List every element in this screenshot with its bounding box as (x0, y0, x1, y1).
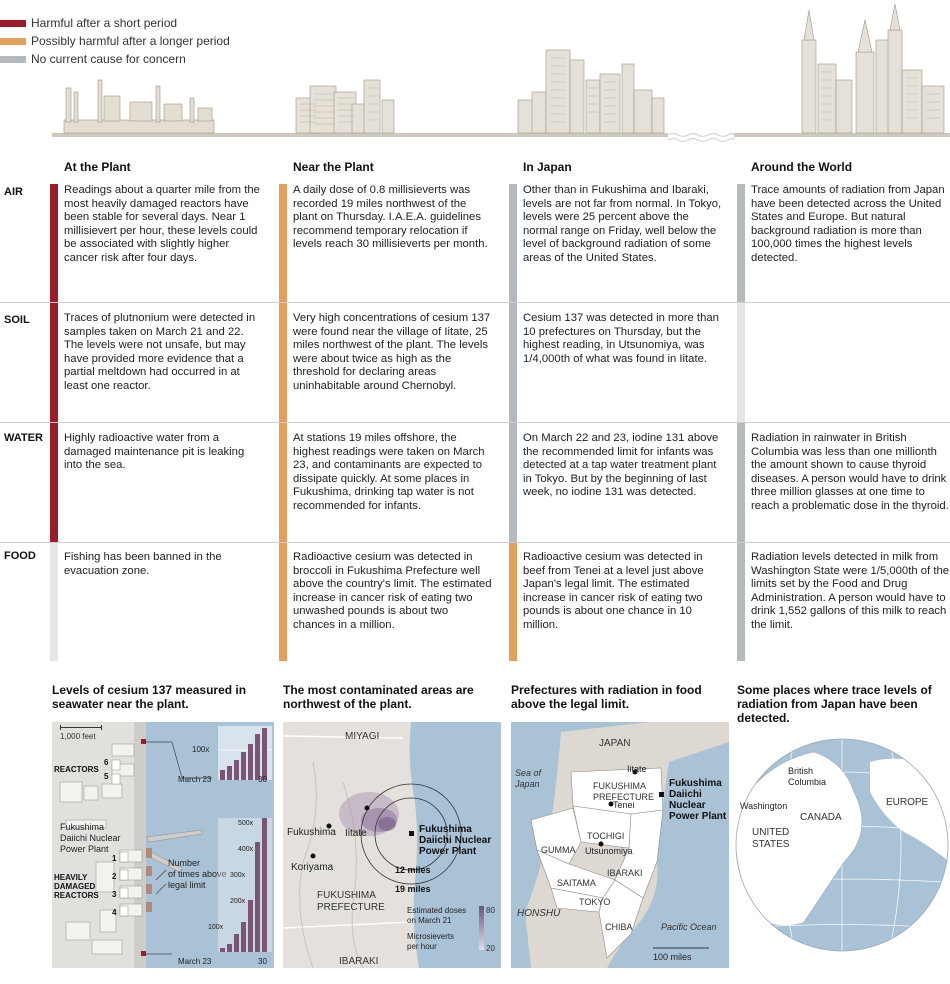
heavy-label: HEAVILY (54, 873, 88, 882)
ibaraki-label: IBARAKI (607, 868, 643, 878)
date-label: March 23 (178, 957, 212, 966)
cell-food-japan: Radioactive cesium was detected in beef from Tenei at a level just above Japan's legal limit. The estimated increase in cancer risk of eating two pounds is about one chance in 10 million. (523, 551, 704, 631)
europe-label: EUROPE (886, 797, 929, 808)
bc-label: British (788, 766, 814, 776)
row-divider (0, 422, 950, 423)
cell-air-world: Trace amounts of radiation from Japan have been detected across the United States and Europe. But natural background radiation is more than 100,000 times the highest levels detected. (751, 184, 945, 264)
date-label: 30 (258, 957, 267, 966)
us-label: STATES (752, 839, 790, 850)
tick-label: 500x (238, 820, 254, 827)
level-bar (737, 184, 745, 302)
iitate-label: Iitate (627, 764, 647, 774)
canada-label: CANADA (800, 812, 842, 823)
sea-label: Sea of (515, 768, 542, 778)
cell-air-plant: Readings about a quarter mile from the most heavily damaged reactors have been stable for several days. Near 1 millisievert per hour, these levels could be associated with slightly higher cancer risk after four days. (64, 184, 260, 264)
row-label-water: WATER (4, 432, 43, 444)
level-bar (509, 303, 517, 422)
contamination-map (283, 722, 501, 968)
level-bar (279, 184, 287, 302)
cell-air-japan: Other than in Fukushima and Ibaraki, levels are not far from normal. In Tokyo, levels were 25 percent above the normal range on Friday, well below the level of background radiation of some areas of the United States. (523, 184, 722, 264)
level-bar (279, 543, 287, 661)
plant-label: Power Plant (419, 846, 477, 857)
plant-label: Power Plant (60, 844, 109, 854)
honshu-label: HONSHU (517, 908, 561, 919)
sea-label: Japan (515, 779, 540, 789)
unit-label: Microsieverts (407, 932, 455, 941)
plant-label: Daiichi (669, 789, 702, 800)
row-divider (0, 542, 950, 543)
unit-label: per hour (407, 942, 437, 951)
number-label: of times above (168, 869, 227, 879)
dose-scale (479, 906, 484, 950)
world-globe (734, 722, 950, 968)
bar (234, 760, 239, 780)
bar (248, 900, 253, 952)
plant-label: Nuclear (669, 800, 706, 811)
number-label: legal limit (168, 880, 206, 890)
cell-soil-japan: Cesium 137 was detected in more than 10 prefectures on Thursday, but the highest reading, in Utsunomiya, was 1/4,000th of what was found in Iitate. (523, 312, 719, 365)
row-divider (0, 302, 950, 303)
cell-water-plant: Highly radioactive water from a damaged maintenance pit is leaking into the sea. (64, 432, 245, 472)
bar (227, 944, 232, 952)
cell-soil-near: Very high concentrations of cesium 137 were found near the village of Iitate, 25 miles northwest of the plant. The levels were about twice as high as the threshold for declaring areas uninhabitable around Chernobyl. (293, 312, 491, 392)
plant-map (52, 722, 274, 968)
tick-label: 100x (208, 924, 224, 931)
dose-label: Estimated doses (407, 906, 467, 915)
bar (227, 766, 232, 780)
utsunomiya-label: Utsunomiya (585, 846, 633, 856)
legend-label: Harmful after a short period (31, 16, 178, 30)
cell-water-near: At stations 19 miles offshore, the highest readings were taken on March 23, and contaminants are expected to dissipate quickly. At some places in Fukushima, drinking tap water is not recommended for infants. (293, 432, 485, 512)
miyagi-label: MIYAGI (345, 731, 380, 742)
tochigi-label: TOCHIGI (587, 831, 625, 841)
legend-swatch (0, 56, 26, 63)
bar (262, 728, 267, 780)
scale-min: 20 (486, 944, 495, 953)
level-bar (279, 423, 287, 542)
bar (241, 922, 246, 952)
ibaraki-label: IBARAKI (339, 956, 379, 967)
bar (255, 842, 260, 952)
unit-label: 2 (112, 872, 117, 881)
plant-label: Fukushima (419, 824, 472, 835)
plant-label: Daiichi Nuclear (419, 835, 492, 846)
date-label: 30 (258, 775, 267, 784)
scale-label: 1,000 feet (60, 732, 96, 741)
chiba-label: CHIBA (605, 922, 633, 932)
level-bar (509, 543, 517, 661)
bc-label: Columbia (788, 777, 827, 787)
level-bar (509, 184, 517, 302)
level-bar (737, 543, 745, 661)
prefecture-label: FUKUSHIMA (317, 890, 376, 901)
level-bar (50, 303, 58, 422)
koriyama-label: Koriyama (291, 862, 334, 873)
bar (255, 734, 260, 780)
plant-label: Fukushima (60, 822, 105, 832)
bar (220, 770, 225, 780)
plant-label: Fukushima (669, 778, 722, 789)
row-label-soil: SOIL (4, 314, 30, 326)
column-header-around-world: Around the World (751, 160, 853, 174)
tenei-label: Tenei (613, 800, 635, 810)
cell-food-near: Radioactive cesium was detected in broccoli in Fukushima Prefecture well above the country's limit. The estimated increase in cancer risk of eating two unwashed pounds is about two chances in a million. (293, 551, 492, 631)
unit-label: 3 (112, 890, 117, 899)
radius-label: 12 miles (395, 865, 431, 875)
panel-title-prefectures: Prefectures with radiation in food above the legal limit. (511, 683, 702, 711)
dose-label: on March 21 (407, 916, 452, 925)
level-bar (50, 184, 58, 302)
us-label: UNITED (752, 827, 790, 838)
tick-label: 300x (230, 872, 246, 879)
iitate-label: Iitate (345, 828, 367, 839)
cell-food-plant: Fishing has been banned in the evacuation zone. (64, 551, 222, 577)
column-header-at-plant: At the Plant (64, 160, 131, 174)
heavy-label: DAMAGED (54, 882, 96, 891)
unit-label: 4 (112, 908, 117, 917)
prefecture-label: PREFECTURE (593, 792, 655, 802)
washington-label: Washington (740, 801, 788, 811)
reactors-label: REACTORS (54, 765, 99, 774)
bar (241, 752, 246, 780)
skyline-illustration (52, 0, 950, 150)
legend-label: No current cause for concern (31, 52, 186, 66)
cell-air-near: A daily dose of 0.8 millisieverts was recorded 19 miles northwest of the plant on Thursday. I.A.E.A. guidelines recommend temporary relocation if levels reach 30 millisieverts per month. (293, 184, 488, 251)
column-header-near-plant: Near the Plant (293, 160, 374, 174)
bar (262, 818, 267, 952)
fukushima-city-label: Fukushima (287, 827, 336, 838)
level-bar (50, 543, 58, 661)
tick-label: 100x (192, 745, 210, 754)
legend-label: Possibly harmful after a longer period (31, 34, 230, 48)
prefecture-map (511, 722, 729, 968)
cell-food-world: Radiation levels detected in milk from Washington State were 1/5,000th of the limits set by the Food and Drug Administration. A person would have to drink 1,552 gallons of this milk to reach the limit. (751, 551, 950, 631)
legend-swatch (0, 38, 26, 45)
panel-title-world: Some places where trace levels of radiation from Japan have been detected. (737, 683, 932, 725)
level-bar (50, 423, 58, 542)
pacific-label: Pacific Ocean (661, 922, 717, 932)
legend-swatch (0, 20, 26, 27)
panel-title-contaminated-areas: The most contaminated areas are northwest of the plant. (283, 683, 474, 711)
unit-label: 6 (104, 758, 109, 767)
unit-label: 1 (112, 854, 117, 863)
level-bar (279, 303, 287, 422)
prefecture-label: FUKUSHIMA (593, 781, 647, 791)
cell-water-world: Radiation in rainwater in British Columbia was less than one millionth the amount shown to cause thyroid diseases. A person would have to drink three million glasses at one time to reach a problematic dose in the thyroid. (751, 432, 949, 512)
scale-label: 100 miles (653, 952, 692, 962)
bar (220, 948, 225, 952)
japan-label: JAPAN (599, 738, 631, 749)
gumma-label: GUMMA (541, 845, 576, 855)
plant-label: Power Plant (669, 811, 727, 822)
bar (248, 744, 253, 780)
date-label: March 23 (178, 775, 212, 784)
row-label-air: AIR (4, 186, 23, 198)
tick-label: 200x (230, 898, 246, 905)
scale-max: 80 (486, 906, 495, 915)
level-bar (737, 423, 745, 542)
radius-label: 19 miles (395, 884, 431, 894)
heavy-label: REACTORS (54, 891, 99, 900)
tokyo-label: TOKYO (579, 897, 611, 907)
panel-title-seawater: Levels of cesium 137 measured in seawater near the plant. (52, 683, 247, 711)
saitama-label: SAITAMA (557, 878, 596, 888)
cell-water-japan: On March 22 and 23, iodine 131 above the recommended limit for infants was detected at a tap water treatment plant in Tokyo. But by the beginning of last week, no iodine 131 was detected. (523, 432, 719, 499)
column-header-in-japan: In Japan (523, 160, 572, 174)
unit-label: 5 (104, 772, 109, 781)
plant-label: Daiichi Nuclear (60, 833, 121, 843)
tick-label: 400x (238, 846, 254, 853)
level-bar (509, 423, 517, 542)
number-label: Number (168, 858, 201, 868)
row-label-food: FOOD (4, 550, 36, 562)
level-bar (737, 303, 745, 422)
prefecture-label: PREFECTURE (317, 902, 385, 913)
cell-soil-plant: Traces of plutnonium were detected in samples taken on March 21 and 22. The levels were not unsafe, but may have provided more evidence that a partial meltdown had occurred in at least one reactor. (64, 312, 256, 392)
contamination-plume (378, 817, 396, 831)
bar (234, 934, 239, 952)
